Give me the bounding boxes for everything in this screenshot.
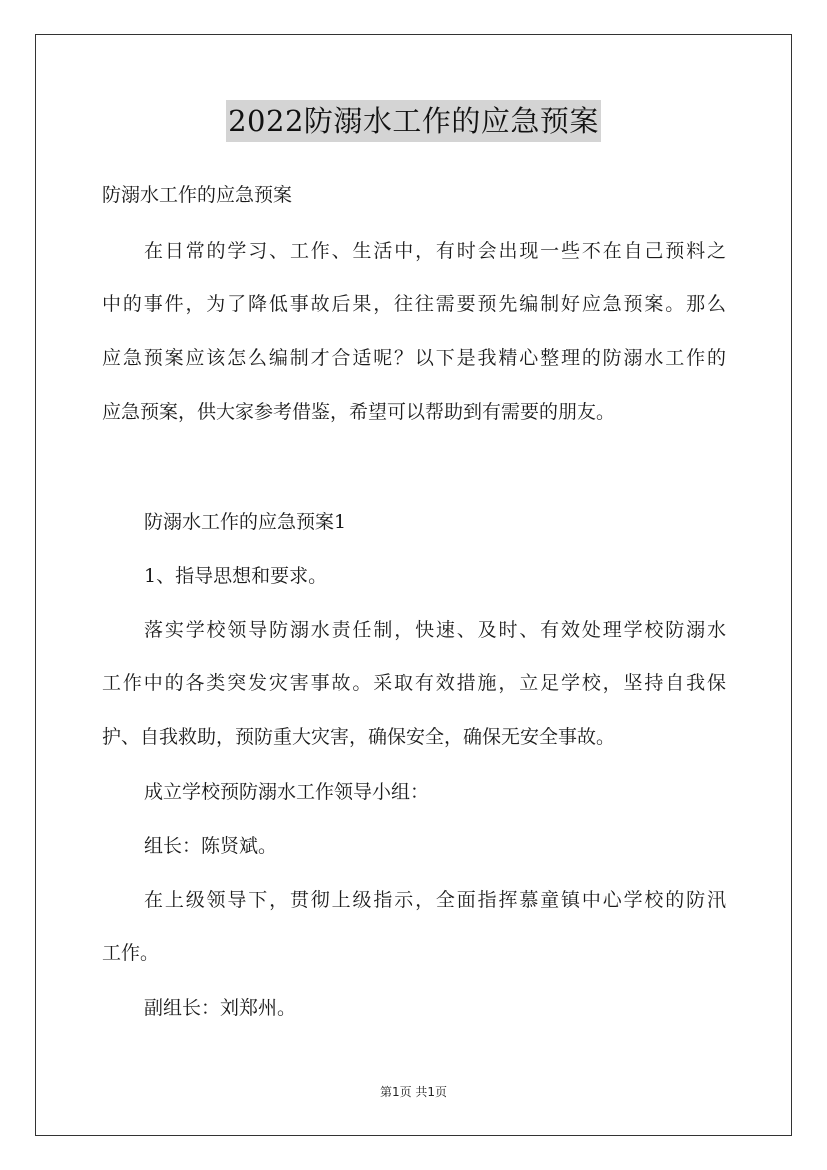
intro-line-4: 应急预案，供大家参考借鉴，希望可以帮助到有需要的朋友。	[102, 401, 616, 423]
para1-line-3: 护、自我救助，预防重大灾害，确保安全，确保无安全事故。	[102, 726, 616, 748]
document-subtitle: 防溺水工作的应急预案	[102, 184, 293, 206]
page-footer: 第1页 共1页	[379, 1085, 448, 1099]
intro-line-1: 在日常的学习、工作、生活中，有时会出现一些不在自己预料之	[144, 240, 726, 262]
document-title: 2022防溺水工作的应急预案	[226, 100, 601, 142]
item-1: 1、指导思想和要求。	[144, 565, 328, 587]
intro-line-2: 中的事件，为了降低事故后果，往往需要预先编制好应急预案。那么	[102, 293, 726, 315]
para2-line-1: 在上级领导下，贯彻上级指示，全面指挥慕童镇中心学校的防汛	[144, 889, 726, 911]
deputy-line: 副组长：刘郑州。	[144, 997, 297, 1019]
title-container	[0, 100, 827, 142]
para1-line-2: 工作中的各类突发灾害事故。采取有效措施，立足学校，坚持自我保	[102, 672, 726, 694]
section-title: 防溺水工作的应急预案1	[144, 511, 347, 533]
group-line: 成立学校预防溺水工作领导小组：	[144, 781, 430, 803]
intro-line-3: 应急预案应该怎么编制才合适呢？以下是我精心整理的防溺水工作的	[102, 347, 726, 369]
para2-line-2: 工作。	[102, 942, 160, 964]
para1-line-1: 落实学校领导防溺水责任制，快速、及时、有效处理学校防溺水	[144, 619, 726, 641]
leader-line: 组长：陈贤斌。	[144, 835, 278, 857]
